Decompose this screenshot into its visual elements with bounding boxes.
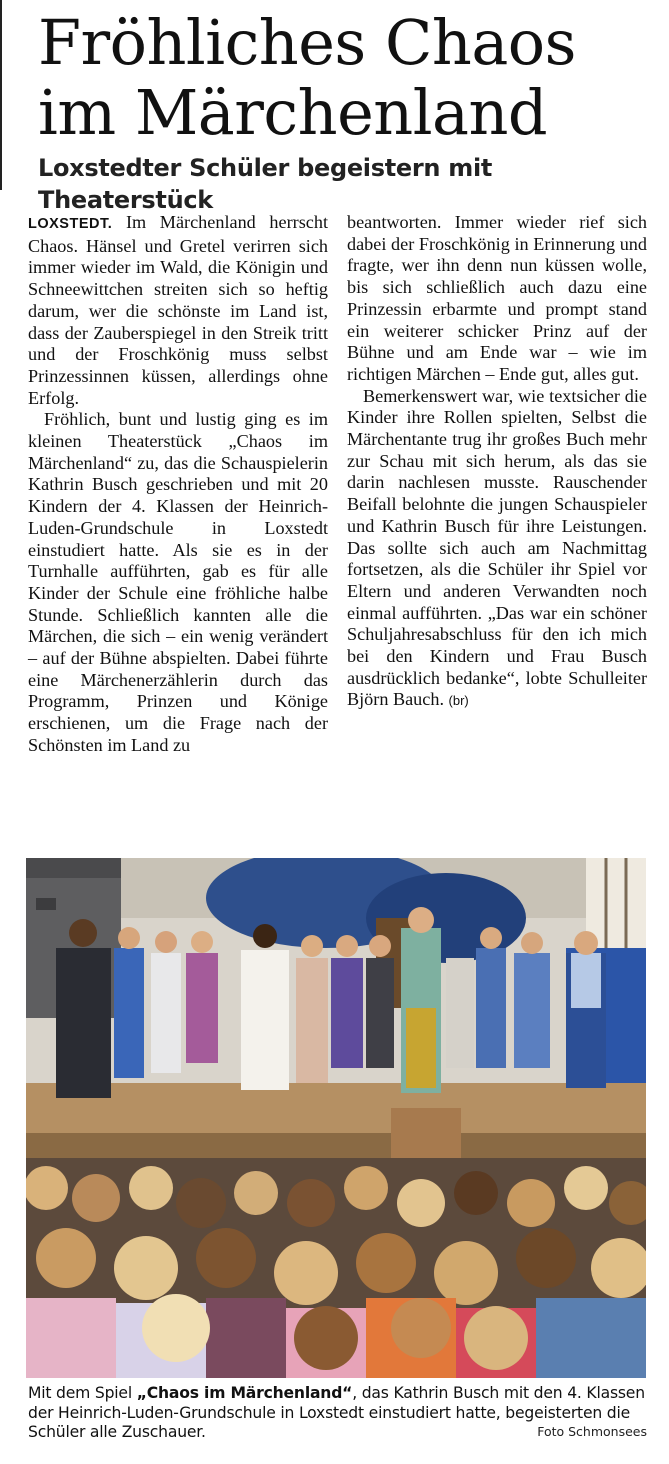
dateline: LOXSTEDT. — [28, 216, 113, 232]
paragraph-2: Fröhlich, bunt und lustig ging es im kleinen Theaterstück „Chaos im Märchenland“ zu, das die Schauspielerin Kathrin Busch geschrieben und mit 20 Kindern der 4. Klassen der Heinrich-Luden-Grundschule in Loxstedt einstudiert hatte. Als sie es in der Turnhalle aufführten, gab es für alle Kinder der Schule eine fröhliche halbe Stunde. Schließlich kannten alle die Märchen, die sich – ein wenig verändert – auf der Bühne abspielten. Dabei führte eine Märchenerzählerin durch das Programm, Prinzen und Könige erschienen, um die Frage nach der Schönsten im Land zu — [28, 409, 328, 755]
article-column-2 — [347, 212, 647, 712]
article-column-1 — [28, 212, 328, 757]
caption-title: „Chaos im Märchenland“ — [136, 1384, 353, 1402]
photo-illustration — [26, 858, 646, 1378]
caption-prefix: Mit dem Spiel — [28, 1384, 137, 1402]
photo-credit: Foto Schmonsees — [537, 1424, 647, 1439]
article-photo — [26, 858, 646, 1378]
caption-text: , das Kathrin Busch mit den 4. Klassen der Heinrich-Luden-Grundschule in Loxstedt einstudiert hatte, begeisterten die Schüler alle Zuschauer. — [28, 1384, 645, 1441]
headline-line-1: Fröhliches Chaos — [38, 6, 576, 79]
left-margin-rule — [0, 0, 2, 190]
paragraph-2-continued: beantworten. Immer wieder rief sich dabei der Froschkönig in Erinnerung und fragte, wer ihn denn nun küssen wolle, bis sich schließlich auch dazu eine Prinzessin erbarmte und prompt stand ein weiterer schicker Prinz auf der Bühne und am Ende war – wie im richtigen Märchen – Ende gut, alles gut. — [347, 212, 647, 384]
paragraph-1-text: Im Märchenland herrscht Chaos. Hänsel und Gretel verirren sich immer wieder im Wald, die Königin und Schneewittchen streiten sich so heftig darum, wer die schönste im Land ist, dass der Zauberspiegel in den Streik tritt und der Froschkönig muss selbst Prinzessinnen küssen, allerdings ohne Erfolg. — [28, 212, 328, 408]
headline — [38, 8, 658, 148]
headline-line-2: im Märchenland — [38, 76, 548, 149]
paragraph-1 — [28, 212, 328, 409]
subheadline: Loxstedter Schüler begeistern mit Theaterstück — [38, 154, 493, 214]
paragraph-3 — [347, 386, 647, 713]
paragraph-3-text: Bemerkenswert war, wie textsicher die Kinder ihre Rollen spielten, Selbst die Märchentante trug ihr großes Buch mehr zur Schau mit sich herum, als das sie darin nachlesen musste. Rauschender Beifall belohnte die jungen Schauspieler und Kathrin Busch für ihre Leistungen. Das sollte sich auch am Nachmittag fortsetzen, als die Schüler ihr Spiel vor Eltern und anderen Verwandten noch einmal aufführten. „Das war ein schöner Schuljahresabschluss für den ich mich bei den Kindern und Frau Busch ausdrücklich bedanke“, lobte Schulleiter Björn Bauch. — [347, 385, 647, 710]
author-byline: (br) — [448, 693, 469, 709]
